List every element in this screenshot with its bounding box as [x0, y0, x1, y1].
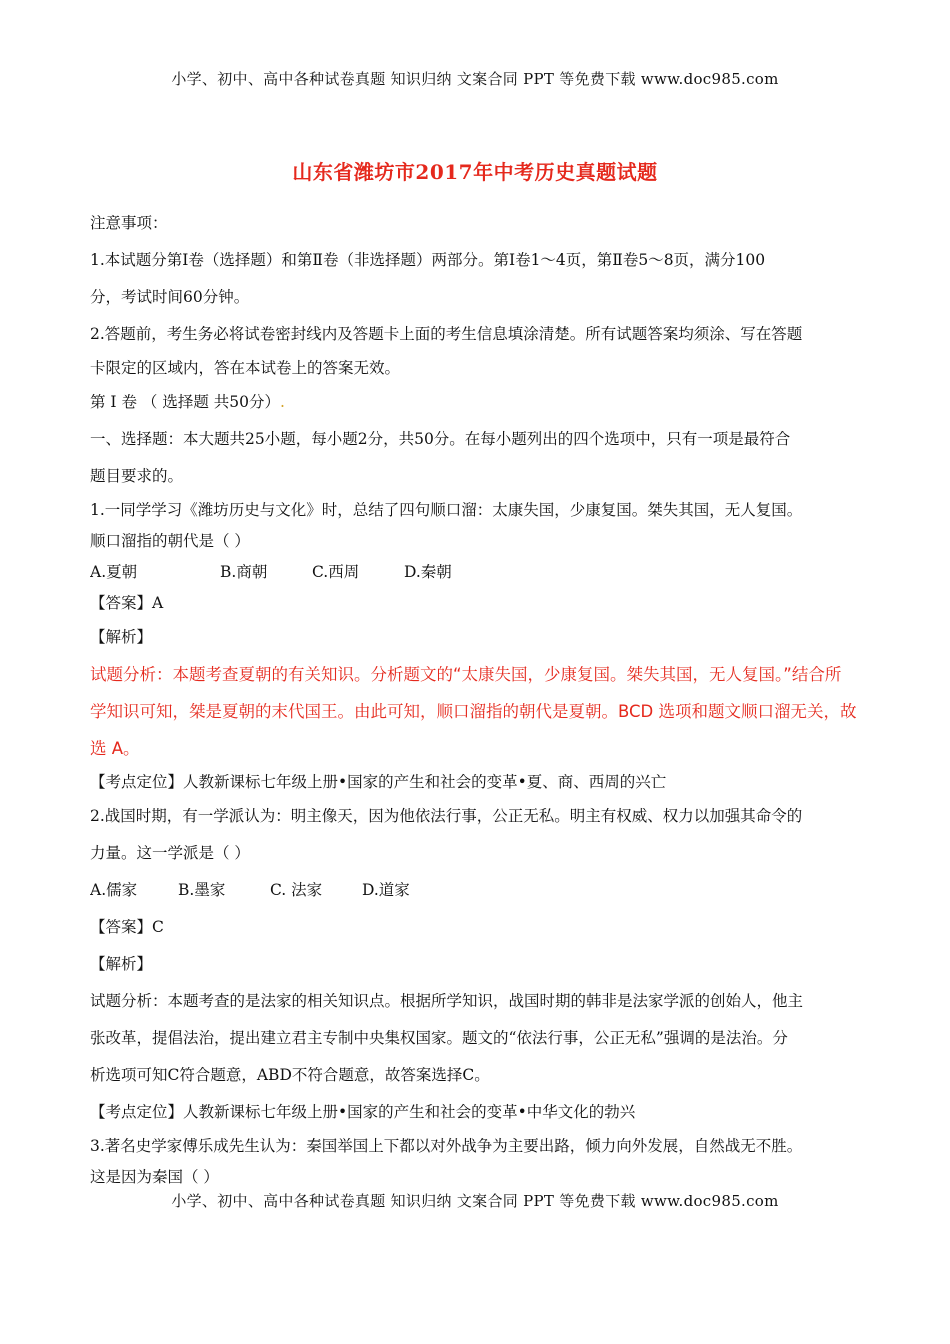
q3-stem-line-1: 3.著名史学家傅乐成先生认为：秦国举国上下都以对外战争为主要出路，倾力向外发展，自然战无不胜。 — [90, 1137, 803, 1155]
section-heading — [90, 384, 870, 421]
document-body — [90, 205, 870, 1193]
q2-option-c: C. 法家 — [270, 881, 323, 899]
q1-options — [90, 557, 870, 588]
q2-stem-line-2: 力量。这一学派是（ ） — [90, 844, 250, 862]
q2-option-d: D.道家 — [362, 881, 410, 899]
q3-stem-line-2: 这是因为秦国（ ） — [90, 1168, 219, 1186]
q2-answer: 【答案】C — [90, 918, 164, 936]
page-footer: 小学、初中、高中各种试卷真题 知识归纳 文案合同 PPT 等免费下载 www.doc985.com — [171, 1192, 779, 1210]
q2-analysis-line-2: 张改革，提倡法治，提出建立君主专制中央集权国家。题文的“依法行事，公正无私”强调的是法治。分 — [90, 1029, 788, 1047]
section-intro-line-2: 题目要求的。 — [90, 467, 184, 485]
q1-option-c: C.西周 — [312, 563, 360, 581]
q1-stem-line-1: 1.一同学学习《潍坊历史与文化》时，总结了四句顺口溜：太康失国，少康复国。桀失其国，无人复国。 — [90, 501, 803, 519]
q2-option-a: A.儒家 — [90, 881, 138, 899]
q2-analysis-label: 【解析】 — [90, 955, 153, 973]
q1-answer: 【答案】A — [90, 594, 164, 612]
q1-analysis-label: 【解析】 — [90, 628, 153, 646]
notice-item-1-line-1: 1.本试题分第Ⅰ卷（选择题）和第Ⅱ卷（非选择题）两部分。第Ⅰ卷1～4页，第Ⅱ卷5～8页，满分100 — [90, 251, 766, 269]
section-intro-line-1: 一、选择题：本大题共25小题，每小题2分，共50分。在每小题列出的四个选项中，只有一项是最符合 — [90, 430, 791, 448]
q2-option-b: B.墨家 — [178, 881, 226, 899]
notice-item-2-line-1: 2.答题前，考生务必将试卷密封线内及答题卡上面的考生信息填涂清楚。所有试题答案均须涂、写在答题 — [90, 325, 803, 343]
page-title: 山东省潍坊市2017年中考历史真题试题 — [292, 160, 658, 184]
q1-stem-line-2: 顺口溜指的朝代是（ ） — [90, 532, 250, 550]
q1-option-a: A.夏朝 — [90, 563, 138, 581]
q1-analysis-line-3: 选 A。 — [90, 739, 140, 758]
q1-knowledge-point: 【考点定位】人教新课标七年级上册•国家的产生和社会的变革•夏、商、西周的兴亡 — [90, 773, 667, 791]
q1-analysis-line-1: 试题分析：本题考查夏朝的有关知识。分析题文的“太康失国，少康复国。桀失其国，无人复国。”结合所 — [90, 665, 842, 684]
notice-heading: 注意事项： — [90, 214, 168, 232]
q2-knowledge-point: 【考点定位】人教新课标七年级上册•国家的产生和社会的变革•中华文化的勃兴 — [90, 1103, 636, 1121]
q1-option-b: B.商朝 — [220, 563, 268, 581]
section-heading-text: 第 Ⅰ 卷 （ 选择题 共50分） — [90, 393, 280, 411]
q1-option-d: D.秦朝 — [404, 563, 452, 581]
notice-item-1-line-2: 分，考试时间60分钟。 — [90, 288, 250, 306]
section-heading-mark: . — [279, 393, 285, 411]
q1-analysis-line-2: 学知识可知，桀是夏朝的末代国王。由此可知，顺口溜指的朝代是夏朝。BCD 选项和题文顺口溜无关，故 — [90, 702, 857, 721]
q2-stem-line-1: 2.战国时期，有一学派认为：明主像天，因为他依法行事，公正无私。明主有权威、权力以加强其命令的 — [90, 807, 803, 825]
notice-item-2-line-2: 卡限定的区域内，答在本试卷上的答案无效。 — [90, 359, 401, 377]
q2-analysis-line-1: 试题分析：本题考查的是法家的相关知识点。根据所学知识，战国时期的韩非是法家学派的创始人，他主 — [90, 992, 804, 1010]
q2-options — [90, 872, 870, 909]
page-header: 小学、初中、高中各种试卷真题 知识归纳 文案合同 PPT 等免费下载 www.doc985.com — [171, 70, 779, 88]
q2-analysis-line-3: 析选项可知C符合题意，ABD不符合题意，故答案选择C。 — [90, 1066, 490, 1084]
